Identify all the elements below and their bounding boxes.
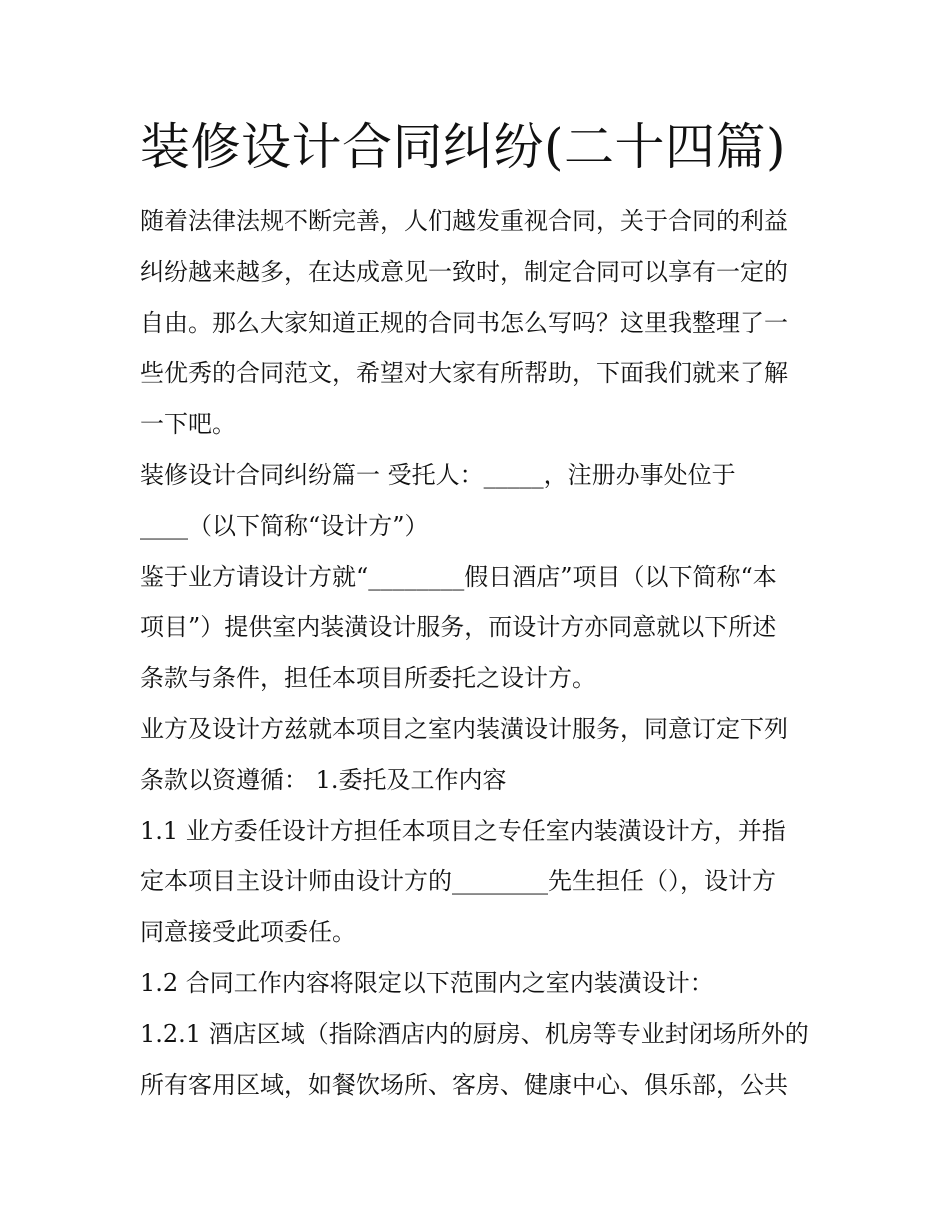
text-line: 同意接受此项委任。 — [140, 918, 356, 947]
text-line: 些优秀的合同范文，希望对大家有所帮助，下面我们就来了解 — [140, 359, 788, 388]
text-line: 鉴于业方请设计方就“________假日酒店”项目（以下简称“本 — [140, 562, 777, 591]
text-line: 所有客用区域，如餐饮场所、客房、健康中心、俱乐部，公共 — [140, 1070, 788, 1099]
text-line: 装修设计合同纠纷篇一 受托人：_____，注册办事处位于 — [140, 460, 736, 489]
text-line: 条款与条件，担任本项目所委托之设计方。 — [140, 664, 596, 693]
document-title: 装修设计合同纠纷(二十四篇) — [140, 118, 787, 176]
text-line: 1.1 业方委任设计方担任本项目之专任室内装潢设计方，并指 — [140, 816, 786, 845]
text-line: 项目”）提供室内装潢设计服务，而设计方亦同意就以下所述 — [140, 613, 777, 642]
text-line: 业方及设计方兹就本项目之室内装潢设计服务，同意订定下列 — [140, 714, 788, 743]
text-line: ____（以下简称“设计方”） — [140, 511, 429, 540]
text-line: 1.2 合同工作内容将限定以下范围内之室内装潢设计： — [140, 968, 714, 997]
text-line: 自由。那么大家知道正规的合同书怎么写吗？这里我整理了一 — [140, 308, 788, 337]
text-line: 纠纷越来越多，在达成意见一致时，制定合同可以享有一定的 — [140, 257, 788, 286]
document-body — [140, 196, 830, 1110]
text-line: 定本项目主设计师由设计方的________先生担任（），设计方 — [140, 867, 776, 896]
text-line: 条款以资遵循： 1.委托及工作内容 — [140, 765, 507, 794]
text-line: 随着法律法规不断完善，人们越发重视合同，关于合同的利益 — [140, 207, 788, 235]
text-line: 一下吧。 — [140, 410, 236, 439]
text-line: 1.2.1 酒店区域（指除酒店内的厨房、机房等专业封闭场所外的 — [140, 1019, 809, 1048]
